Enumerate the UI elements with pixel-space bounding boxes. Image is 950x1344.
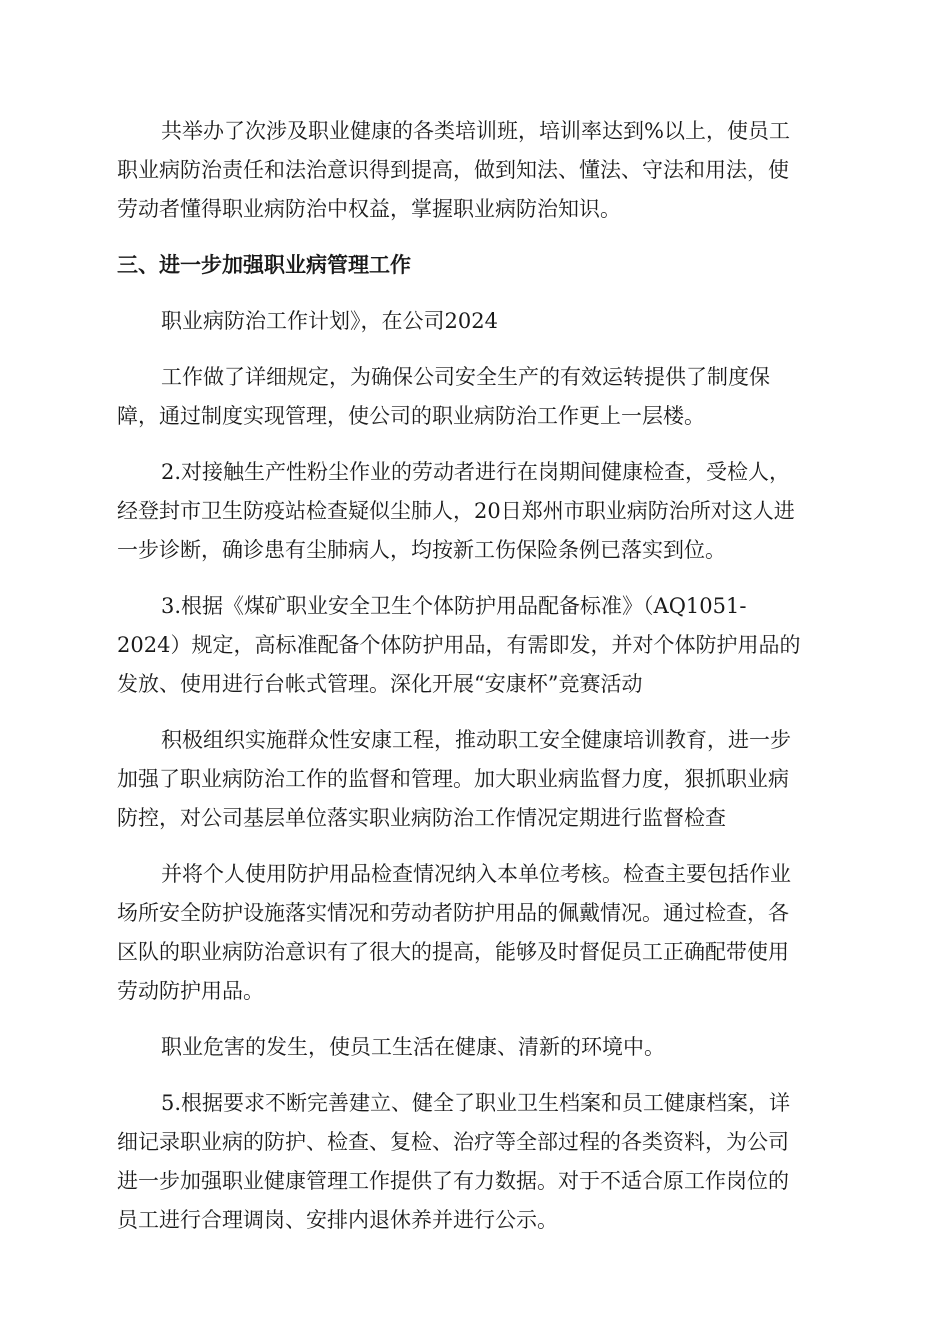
paragraph-line: 一步诊断，确诊患有尘肺病人，均按新工伤保险条例已落实到位。 (117, 538, 726, 562)
paragraph-hazard (117, 1028, 833, 1067)
paragraph-line: 职业病防治责任和法治意识得到提高，做到知法、懂法、守法和用法，使 (117, 158, 789, 182)
paragraph-line: 5.根据要求不断完善建立、健全了职业卫生档案和员工健康档案，详 (161, 1091, 791, 1115)
paragraph-line: 场所安全防护设施落实情况和劳动者防护用品的佩戴情况。通过检查，各 (117, 901, 789, 925)
paragraph-line: 区队的职业病防治意识有了很大的提高，能够及时督促员工正确配带使用 (117, 940, 789, 964)
paragraph-line: 2.对接触生产性粉尘作业的劳动者进行在岗期间健康检查，受检人， (161, 460, 791, 484)
paragraph-line: 劳动防护用品。 (117, 979, 264, 1003)
paragraph-line: 并将个人使用防护用品检查情况纳入本单位考核。检查主要包括作业 (161, 862, 791, 886)
paragraph-line: 劳动者懂得职业病防治中权益，掌握职业病防治知识。 (117, 197, 621, 221)
paragraph-line: 发放、使用进行台帐式管理。深化开展“安康杯”竞赛活动 (117, 672, 643, 696)
paragraph-line: 进一步加强职业健康管理工作提供了有力数据。对于不适合原工作岗位的 (117, 1169, 789, 1193)
paragraph-training (117, 112, 833, 229)
paragraph-line: 3.根据《煤矿职业安全卫生个体防护用品配备标准》（AQ1051- (161, 594, 747, 618)
paragraph-line: 共举办了次涉及职业健康的各类培训班，培训率达到%以上，使员工 (161, 119, 790, 143)
paragraph-line: 2024）规定，高标准配备个体防护用品，有需即发，并对个体防护用品的 (117, 633, 801, 657)
paragraph-line: 经登封市卫生防疫站检查疑似尘肺人，20日郑州市职业病防治所对这人进 (117, 499, 795, 523)
paragraph-inspection (117, 855, 833, 1011)
paragraph-line: 职业危害的发生，使员工生活在健康、清新的环境中。 (161, 1035, 665, 1059)
paragraph-line: 加强了职业病防治工作的监督和管理。加大职业病监督力度，狠抓职业病 (117, 767, 789, 791)
paragraph-line: 职业病防治工作计划》，在公司2024 (161, 309, 498, 333)
heading-text: 三、进一步加强职业病管理工作 (117, 253, 411, 277)
paragraph-line: 积极组织实施群众性安康工程，推动职工安全健康培训教育，进一步 (161, 728, 791, 752)
paragraph-line: 防控，对公司基层单位落实职业病防治工作情况定期进行监督检查 (117, 806, 726, 830)
paragraph-item-2 (117, 453, 833, 570)
paragraph-ankang (117, 721, 833, 838)
paragraph-line: 工作做了详细规定，为确保公司安全生产的有效运转提供了制度保 (161, 365, 770, 389)
paragraph-regulation (117, 358, 833, 436)
paragraph-line: 细记录职业病的防护、检查、复检、治疗等全部过程的各类资料，为公司 (117, 1130, 789, 1154)
paragraph-item-5 (117, 1084, 833, 1240)
paragraph-item-3 (117, 587, 833, 704)
document-page (117, 112, 833, 1257)
paragraph-line: 员工进行合理调岗、安排内退休养并进行公示。 (117, 1208, 558, 1232)
paragraph-plan (117, 302, 833, 341)
section-heading (117, 246, 833, 285)
paragraph-line: 障，通过制度实现管理，使公司的职业病防治工作更上一层楼。 (117, 404, 705, 428)
